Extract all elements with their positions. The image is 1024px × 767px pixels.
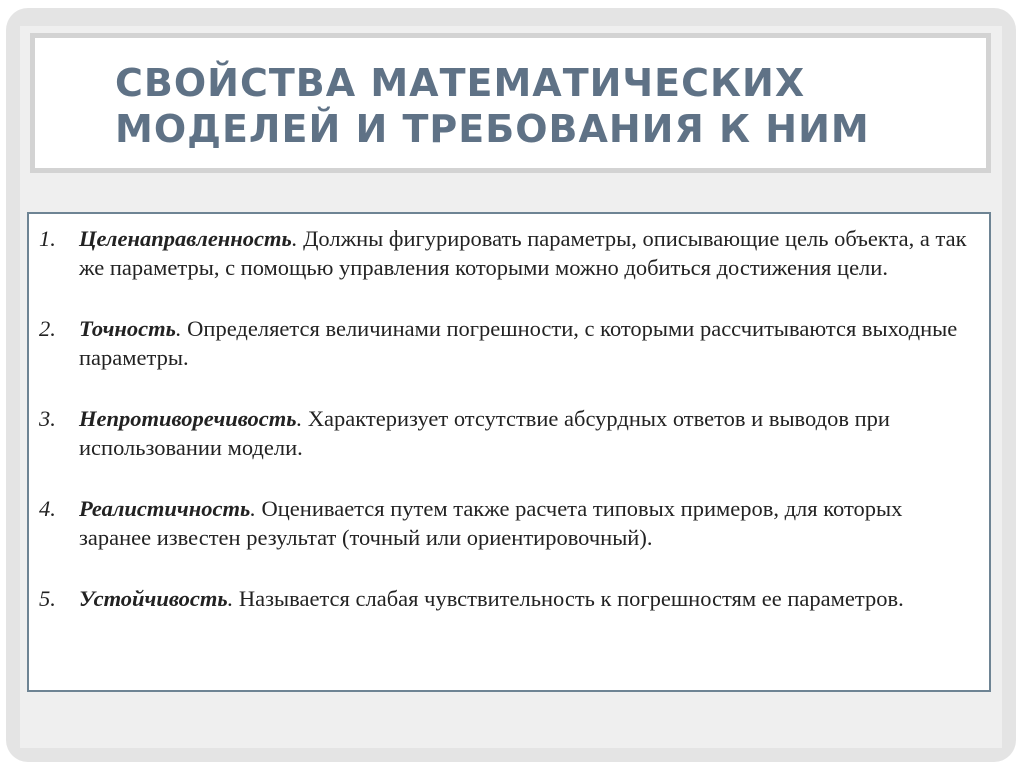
item-number: 3. [39,406,56,431]
item-term: Непротиворечивость [79,406,297,431]
item-description: Называется слабая чувствительность к погрешностям ее параметров. [233,586,904,611]
item-term: Целенаправленность [79,226,292,251]
item-number: 2. [39,316,56,341]
item-number: 5. [39,586,56,611]
title-box [30,33,991,173]
item-description: Характеризует отсутствие абсурдных ответов и выводов при использовании модели. [79,406,890,460]
item-number: 4. [39,496,56,521]
list-item: 2. Точность. Определяется величинами погрешности, с которыми рассчитываются выходные параметры. [39,316,958,370]
item-description: Оценивается путем также расчета типовых примеров, для которых заранее известен результат (точный или ориентировочный). [79,496,903,550]
item-description: Определяется величинами погрешности, с которыми рассчитываются выходные параметры. [79,316,958,370]
list-item: 1. Целенаправленность. Должны фигурировать параметры, описывающие цель объекта, а так же параметры, с помощью управления которыми можно добиться достижения цели. [39,226,967,280]
list-item: 3. Непротиворечивость. Характеризует отсутствие абсурдных ответов и выводов при использовании модели. [39,406,890,460]
content-box [27,212,991,692]
slide-title: СВОЙСТВА МАТЕМАТИЧЕСКИХ МОДЕЛЕЙ И ТРЕБОВАНИЯ К НИМ [115,61,870,151]
properties-list [39,224,969,613]
item-term: Точность [79,316,176,341]
item-number: 1. [39,226,56,251]
item-term: Устойчивость [79,586,228,611]
list-item: 5. Устойчивость. Называется слабая чувствительность к погрешностям ее параметров. [39,586,904,611]
list-item: 4. Реалистичность. Оценивается путем также расчета типовых примеров, для которых заранее известен результат (точный или ориентировочный). [39,496,903,550]
item-description: Должны фигурировать параметры, описывающие цель объекта, а так же параметры, с помощью управления которыми можно добиться достижения цели. [79,226,967,280]
item-term: Реалистичность [79,496,251,521]
